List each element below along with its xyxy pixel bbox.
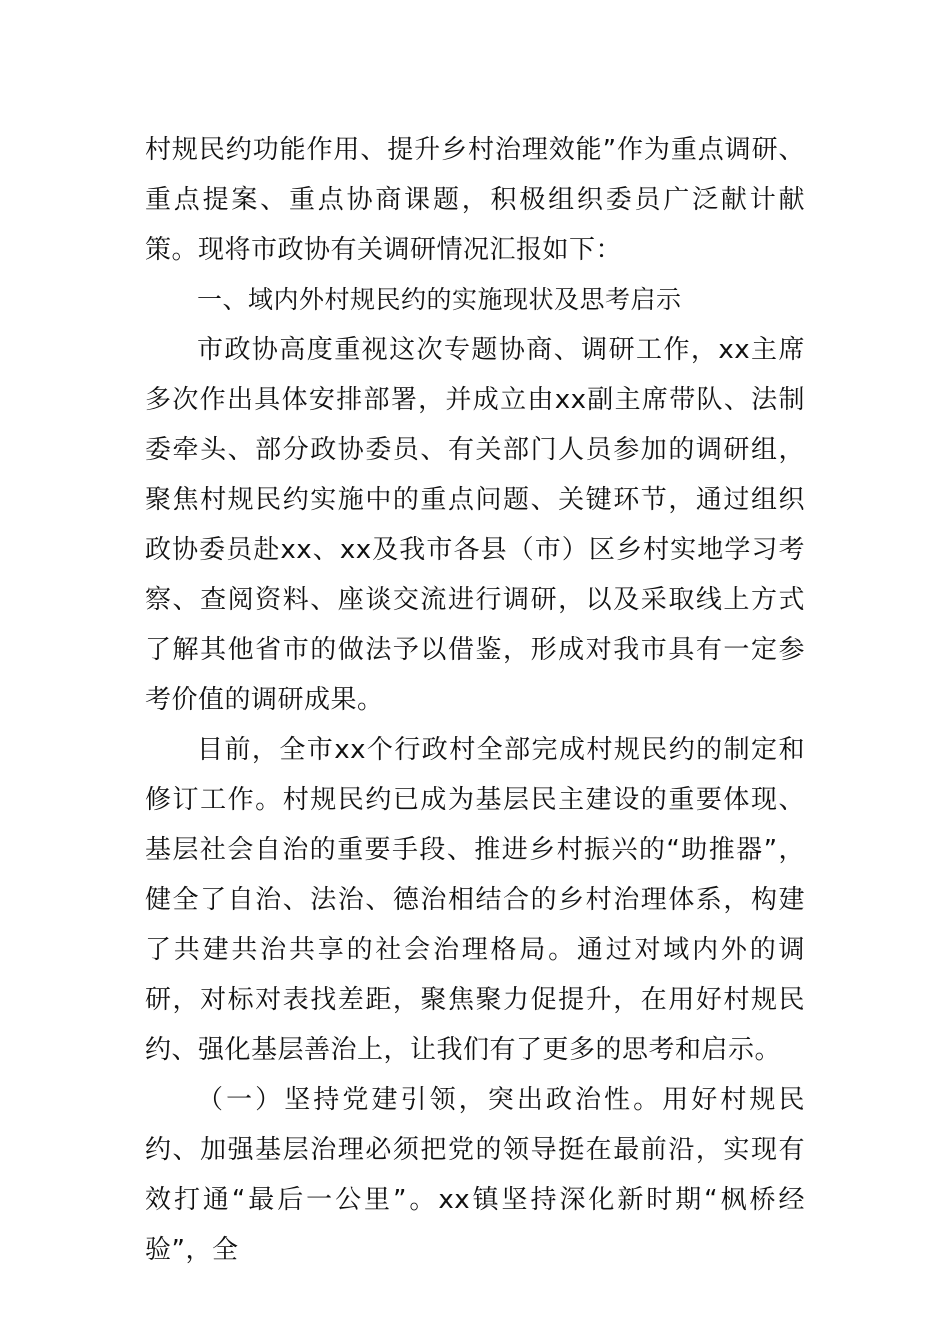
paragraph-research-overview: 市政协高度重视这次专题协商、调研工作，xx主席多次作出具体安排部署，并成立由xx副主席带队、法制委牵头、部分政协委员、有关部门人员参加的调研组，聚焦村规民约实施中的重点问题、关键环节，通过组织政协委员赴xx、xx及我市各县（市）区乡村实地学习考察、查阅资料、座谈交流进行调研，以及采取线上方式了解其他省市的做法予以借鉴，形成对我市具有一定参考价值的调研成果。 xyxy=(145,335,805,715)
paragraph-party-leadership: （一）坚持党建引领，突出政治性。用好村规民约、加强基层治理必须把党的领导挺在最前沿，实现有效打通“最后一公里”。xx镇坚持深化新时期“枫桥经验”，全 xyxy=(145,1085,805,1265)
document-body xyxy=(145,125,805,1275)
section-heading: 一、域内外村规民约的实施现状及思考启示 xyxy=(197,285,682,314)
paragraph-current-status: 目前，全市xx个行政村全部完成村规民约的制定和修订工作。村规民约已成为基层民主建设的重要体现、基层社会自治的重要手段、推进乡村振兴的“助推器”，健全了自治、法治、德治相结合的乡村治理体系，构建了共建共治共享的社会治理格局。通过对域内外的调研，对标对表找差距，聚焦聚力促提升，在用好村规民约、强化基层善治上，让我们有了更多的思考和启示。 xyxy=(145,735,805,1065)
paragraph-continuation: 村规民约功能作用、提升乡村治理效能”作为重点调研、重点提案、重点协商课题，积极组织委员广泛献计献策。现将市政协有关调研情况汇报如下： xyxy=(145,135,805,265)
